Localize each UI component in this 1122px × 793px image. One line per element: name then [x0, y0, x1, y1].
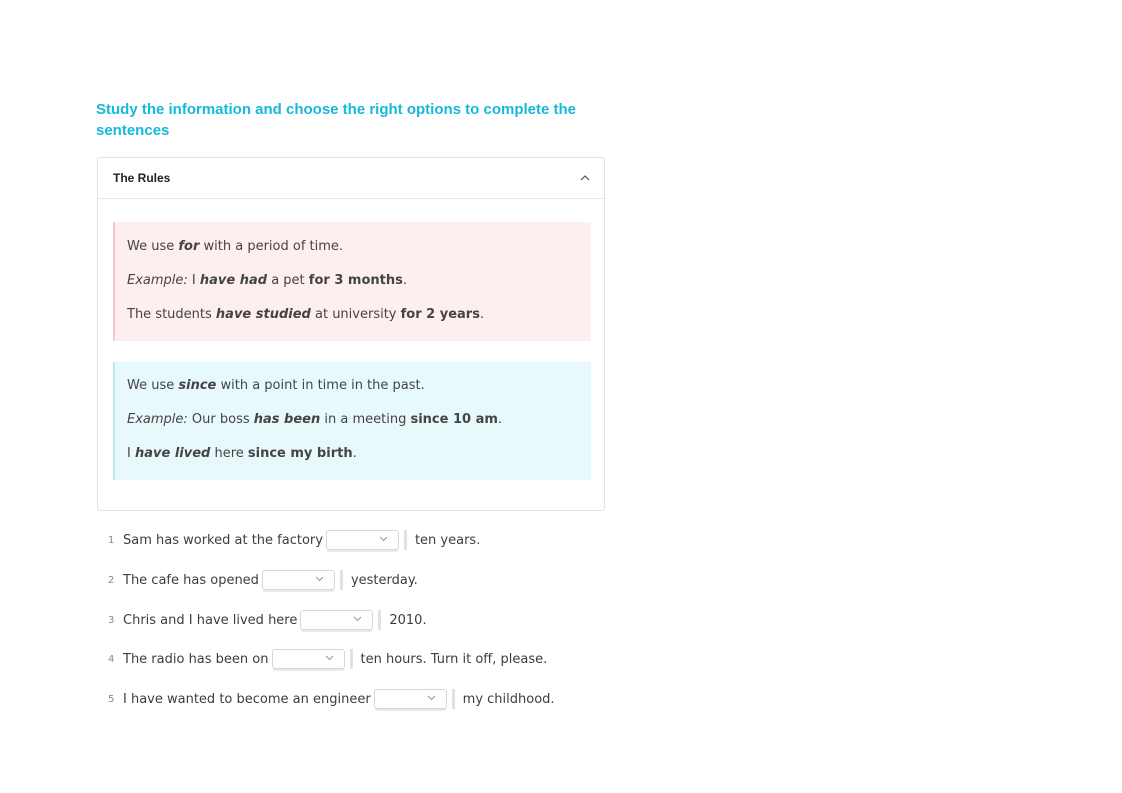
answer-dropdown-4[interactable] — [272, 649, 345, 669]
question-text-after: ten years. — [414, 532, 481, 548]
question-text-before: Chris and I have lived here — [123, 612, 298, 628]
answer-slot-marker — [378, 610, 381, 630]
for-rule-box — [113, 222, 591, 341]
question-3 — [108, 608, 427, 632]
question-text-before: The cafe has opened — [123, 572, 259, 588]
question-2 — [108, 568, 418, 592]
chevron-up-icon[interactable] — [580, 175, 590, 181]
answer-dropdown-1[interactable] — [326, 530, 399, 550]
for-rule-example-1: Example: I have had a pet for 3 months. — [127, 273, 407, 288]
rules-accordion-header[interactable] — [98, 158, 604, 199]
chevron-down-icon — [353, 616, 362, 622]
chevron-down-icon — [315, 576, 324, 582]
for-rule-line-1: We use for with a period of time. — [127, 239, 344, 254]
question-number: 2 — [108, 574, 115, 586]
since-rule-example-2: I have lived here since my birth. — [127, 446, 357, 461]
chevron-down-icon — [379, 536, 388, 542]
rules-accordion — [97, 157, 605, 511]
question-text-before: Sam has worked at the factory — [123, 532, 323, 548]
question-number: 5 — [108, 693, 115, 705]
answer-dropdown-2[interactable] — [262, 570, 335, 590]
question-text-after: yesterday. — [350, 572, 418, 588]
answer-dropdown-5[interactable] — [374, 689, 447, 709]
question-number: 1 — [108, 534, 115, 546]
question-number: 4 — [108, 653, 115, 665]
for-rule-example-2: The students have studied at university for 2 years. — [127, 307, 485, 322]
since-rule-example-1: Example: Our boss has been in a meeting since 10 am. — [127, 412, 503, 427]
question-text-before: The radio has been on — [123, 651, 269, 667]
instruction-heading: Study the information and choose the right options to complete the sentences — [96, 101, 577, 139]
since-rule-line-1: We use since with a point in time in the past. — [127, 378, 425, 393]
answer-dropdown-3[interactable] — [300, 610, 373, 630]
question-text-before: I have wanted to become an engineer — [123, 691, 371, 707]
answer-slot-marker — [350, 649, 353, 669]
question-text-after: my childhood. — [462, 691, 555, 707]
chevron-down-icon — [325, 655, 334, 661]
question-text-after: 2010. — [389, 612, 427, 628]
answer-slot-marker — [404, 530, 407, 550]
answer-slot-marker — [452, 689, 455, 709]
question-1 — [108, 528, 480, 552]
question-text-after: ten hours. Turn it off, please. — [360, 651, 548, 667]
answer-slot-marker — [340, 570, 343, 590]
question-number: 3 — [108, 614, 115, 626]
question-4 — [108, 647, 547, 671]
question-5 — [108, 687, 555, 711]
rules-title: The Rules — [113, 171, 171, 185]
since-rule-box — [113, 362, 591, 480]
chevron-down-icon — [427, 695, 436, 701]
